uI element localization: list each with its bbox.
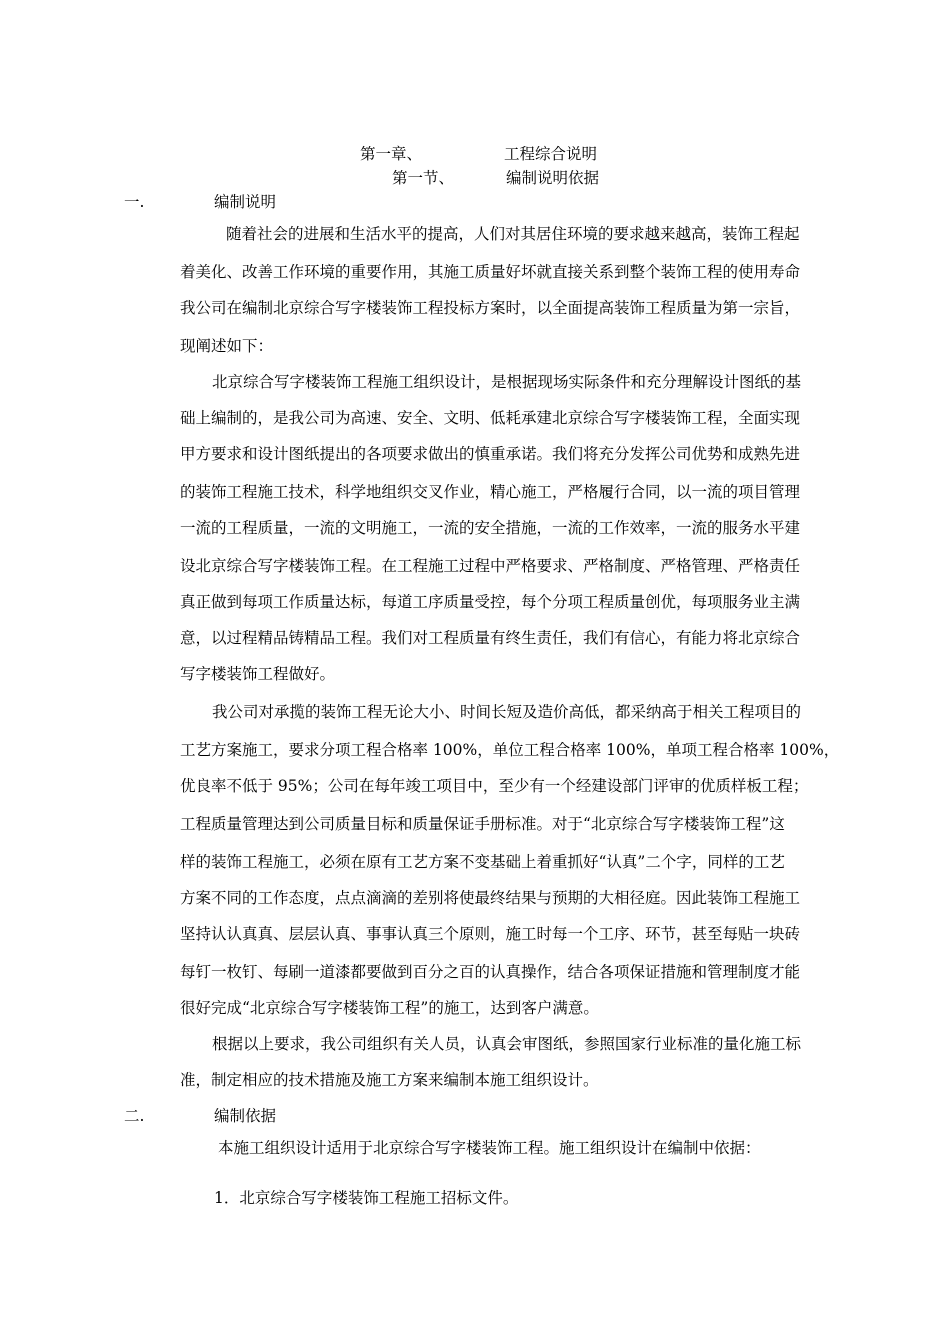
p4-line-2: 准，制定相应的技术措施及施工方案来编制本施工组织设计。: [180, 1071, 599, 1089]
p3-line-3: 优良率不低于 95%；公司在每年竣工项目中，至少有一个经建设部门评审的优质样板工程；: [180, 777, 809, 795]
chapter-title: 工程综合说明: [504, 145, 598, 163]
p4-line-1: 根据以上要求，我公司组织有关人员，认真会审图纸，参照国家行业标准的量化施工标: [212, 1035, 802, 1053]
p1-line-4: 现阐述如下：: [180, 337, 274, 355]
part2-intro: 本施工组织设计适用于北京综合写字楼装饰工程。施工组织设计在编制中依据：: [218, 1139, 761, 1157]
p2-line-2: 础上编制的，是我公司为高速、安全、文明、低耗承建北京综合写字楼装饰工程，全面实现: [180, 409, 801, 427]
part2-number: 二.: [124, 1107, 145, 1125]
p3-line-7: 坚持认认真真、层层认真、事事认真三个原则，施工时每一个工序、环节，甚至每贴一块砖: [180, 925, 801, 943]
section-title: 编制说明依据: [506, 169, 600, 187]
p3-line-8: 每钉一枚钉、每刷一道漆都要做到百分之百的认真操作，结合各项保证措施和管理制度才能: [180, 963, 801, 981]
p3-line-5: 样的装饰工程施工，必须在原有工艺方案不变基础上着重抓好“认真”二个字，同样的工艺: [180, 853, 785, 871]
p3-line-4: 工程质量管理达到公司质量目标和质量保证手册标准。对于“北京综合写字楼装饰工程”这: [180, 815, 785, 833]
p2-line-1: 北京综合写字楼装饰工程施工组织设计，是根据现场实际条件和充分理解设计图纸的基: [212, 373, 802, 391]
part1-number: 一.: [124, 193, 145, 211]
p2-line-6: 设北京综合写字楼装饰工程。在工程施工过程中严格要求、严格制度、严格管理、严格责任: [180, 557, 801, 575]
chapter-number: 第一章、: [360, 145, 423, 163]
p2-line-4: 的装饰工程施工技术，科学地组织交叉作业，精心施工，严格履行合同，以一流的项目管理: [180, 483, 801, 501]
p2-line-8: 意，以过程精品铸精品工程。我们对工程质量有终生责任，我们有信心，有能力将北京综合: [180, 629, 801, 647]
section-number: 第一节、: [392, 169, 455, 187]
p2-line-9: 写字楼装饰工程做好。: [180, 665, 336, 683]
p2-line-7: 真正做到每项工作质量达标，每道工序质量受控，每个分项工程质量创优，每项服务业主满: [180, 593, 801, 611]
p3-line-1: 我公司对承揽的装饰工程无论大小、时间长短及造价高低，都采纳高于相关工程项目的: [212, 703, 802, 721]
p1-line-1: 随着社会的进展和生活水平的提高，人们对其居住环境的要求越来越高，装饰工程起: [226, 225, 800, 243]
p3-line-6: 方案不同的工作态度，点点滴滴的差别将使最终结果与预期的大相径庭。因此装饰工程施工: [180, 889, 801, 907]
p2-line-3: 甲方要求和设计图纸提出的各项要求做出的慎重承诺。我们将充分发挥公司优势和成熟先进: [180, 445, 801, 463]
p1-line-2: 着美化、改善工作环境的重要作用，其施工质量好坏就直接关系到整个装饰工程的使用寿命: [180, 263, 801, 281]
list-item: 1．北京综合写字楼装饰工程施工招标文件。: [214, 1189, 519, 1207]
p3-line-9: 很好完成“北京综合写字楼装饰工程”的施工，达到客户满意。: [180, 999, 599, 1017]
p2-line-5: 一流的工程质量，一流的文明施工，一流的安全措施，一流的工作效率，一流的服务水平建: [180, 519, 801, 537]
part1-title: 编制说明: [214, 193, 277, 211]
part2-title: 编制依据: [214, 1107, 277, 1125]
p3-line-2: 工艺方案施工，要求分项工程合格率 100%，单位工程合格率 100%，单项工程合格率 100%，: [180, 741, 840, 759]
p1-line-3: 我公司在编制北京综合写字楼装饰工程投标方案时，以全面提高装饰工程质量为第一宗旨，: [180, 299, 801, 317]
